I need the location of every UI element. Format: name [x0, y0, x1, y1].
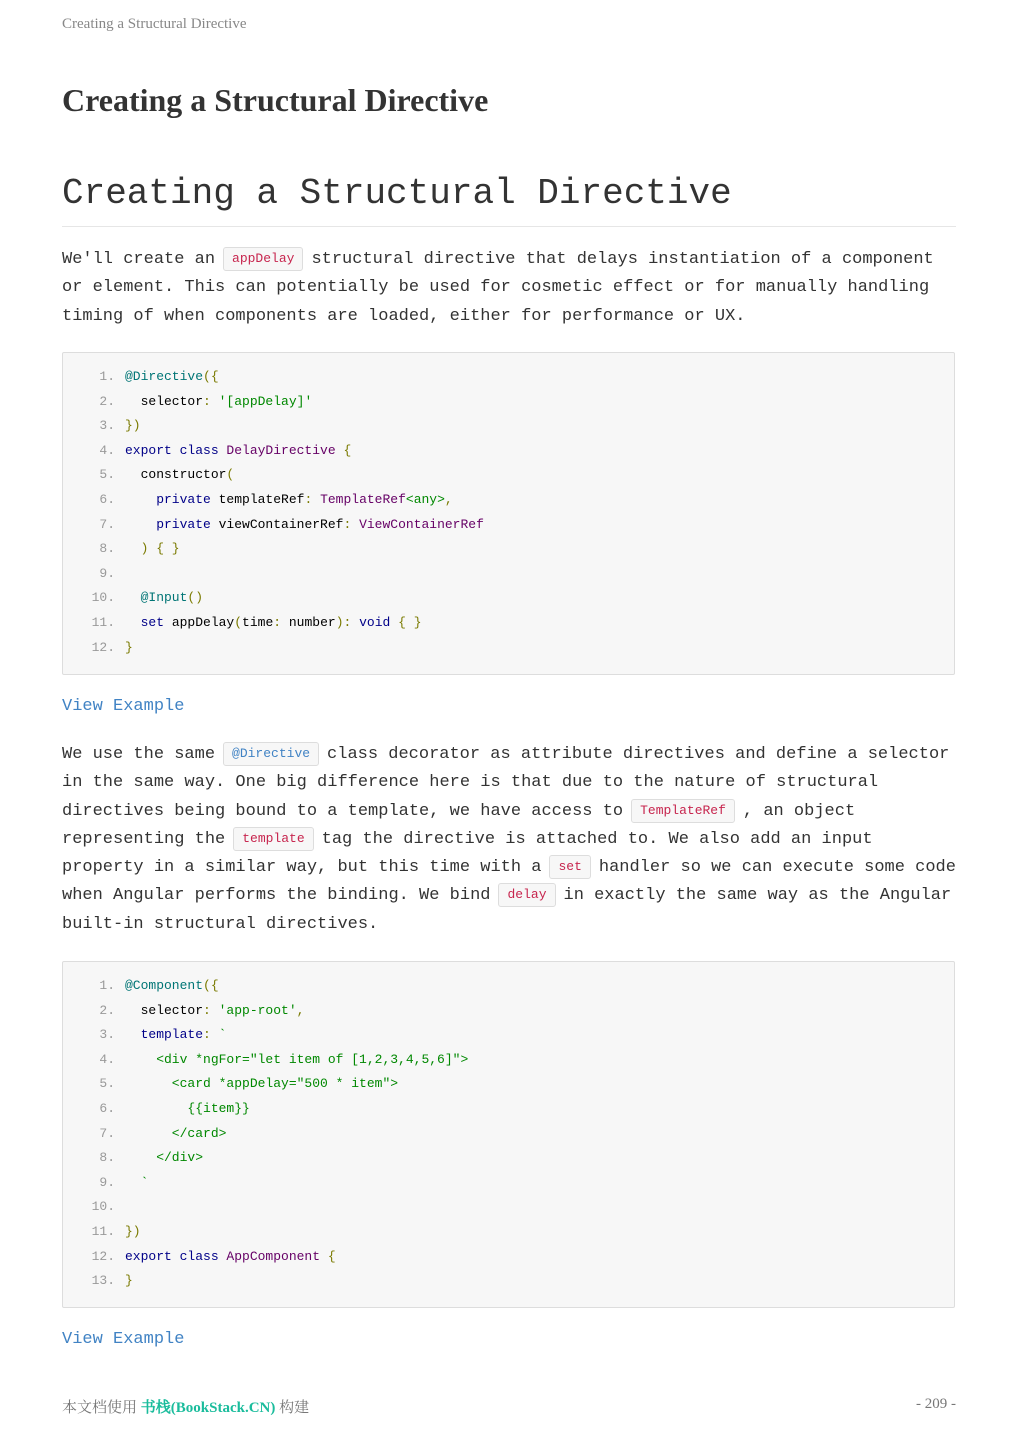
- code-block-delay-directive: [62, 352, 955, 675]
- line-number: 4.: [99, 442, 115, 458]
- code-token: (: [226, 467, 235, 483]
- code-token: <div *ngFor="let item of [1,2,3,4,5,6]">: [125, 1051, 469, 1067]
- code-lines: [63, 974, 954, 1294]
- code-token: void: [359, 614, 391, 630]
- line-number: 3.: [99, 418, 115, 434]
- code-token: private: [125, 516, 219, 532]
- line-number: 8.: [99, 1150, 115, 1166]
- code-line: [63, 537, 954, 562]
- code-line: [63, 611, 954, 636]
- code-line: [63, 1097, 954, 1122]
- code-line: [63, 390, 954, 415]
- code-token: { }: [390, 614, 422, 630]
- line-number: 5.: [99, 1076, 115, 1092]
- code-token: :: [203, 393, 219, 409]
- chapter-title: Creating a Structural Directive: [62, 82, 489, 118]
- line-number: 9.: [99, 565, 115, 581]
- code-token: :: [273, 614, 289, 630]
- line-number: 10.: [91, 1199, 115, 1215]
- line-number: 4.: [99, 1051, 115, 1067]
- code-token: ) { }: [125, 541, 180, 557]
- code-block-app-component: [62, 961, 955, 1308]
- code-token: :: [203, 1027, 219, 1043]
- line-number: 7.: [99, 1125, 115, 1141]
- line-number: 2.: [99, 1002, 115, 1018]
- line-number: 12.: [91, 639, 115, 655]
- code-token: constructor: [125, 467, 227, 483]
- code-token: <any>: [405, 491, 445, 507]
- explanation-text-3: , an object representing the: [62, 801, 856, 849]
- code-token: :: [304, 491, 321, 507]
- code-token: :: [343, 516, 360, 532]
- code-line: [63, 636, 954, 661]
- code-line: [63, 1122, 954, 1147]
- code-token: @Input: [125, 590, 188, 606]
- code-token: ):: [335, 614, 360, 630]
- line-number: 1.: [99, 369, 115, 384]
- view-example-link-1[interactable]: View Example: [62, 697, 185, 716]
- explanation-text-4: tag the directive is attached to. We also add an input property in a similar way, but this time with a: [62, 829, 873, 878]
- code-line: [63, 439, 954, 464]
- code-line: [63, 974, 954, 999]
- code-token: templateRef: [218, 491, 305, 507]
- code-token: {{item}}: [125, 1100, 250, 1116]
- code-line: [63, 586, 954, 611]
- code-line: [63, 1171, 954, 1196]
- code-token: {: [320, 1248, 336, 1264]
- line-number: 7.: [99, 516, 115, 532]
- code-token: </card>: [125, 1125, 227, 1141]
- code-line: [63, 562, 954, 587]
- line-number: 1.: [99, 978, 115, 993]
- code-token: ({: [203, 978, 219, 993]
- line-number: 12.: [91, 1248, 115, 1264]
- code-line: [63, 414, 954, 439]
- code-token: DelayDirective: [226, 442, 336, 458]
- code-token: selector: [125, 393, 204, 409]
- code-token: ,: [444, 491, 453, 507]
- code-token: ({: [203, 369, 219, 384]
- line-number: 9.: [99, 1174, 115, 1190]
- code-line: [63, 463, 954, 488]
- code-token: }: [125, 1273, 133, 1289]
- code-line: [63, 1146, 954, 1171]
- footer-suffix: 构建: [275, 1400, 310, 1416]
- code-token: selector: [125, 1002, 204, 1018]
- section-title: Creating a Structural Directive: [62, 170, 956, 227]
- line-number: 6.: [99, 1100, 115, 1116]
- line-number: 6.: [99, 491, 115, 507]
- code-token: number: [288, 614, 336, 630]
- code-lines: [63, 365, 954, 660]
- code-line: [63, 1195, 954, 1220]
- view-example-link-2[interactable]: View Example: [62, 1330, 185, 1349]
- footer-credit: [62, 1396, 309, 1417]
- line-number: 11.: [91, 614, 115, 630]
- intro-paragraph: [62, 246, 962, 331]
- footer-brand-link[interactable]: 书栈(BookStack.CN): [140, 1400, 276, 1416]
- code-line: [63, 1072, 954, 1097]
- code-token: export class: [125, 442, 227, 458]
- code-line: [63, 1220, 954, 1245]
- code-token: }): [125, 418, 141, 434]
- line-number: 11.: [91, 1223, 115, 1239]
- inline-code-template: template: [233, 827, 313, 851]
- code-token: '[appDelay]': [218, 393, 313, 409]
- inline-code-templateref: TemplateRef: [631, 799, 735, 823]
- code-line: [63, 1023, 954, 1048]
- code-token: appDelay: [171, 614, 235, 630]
- inline-code-appdelay: appDelay: [223, 247, 303, 271]
- code-line: [63, 1269, 954, 1294]
- code-token: set: [125, 614, 172, 630]
- explanation-text-1: We use the same: [62, 745, 216, 764]
- inline-code-directive: @Directive: [223, 742, 319, 766]
- code-token: ViewContainerRef: [359, 516, 484, 532]
- code-token: TemplateRef: [320, 491, 406, 507]
- footer-prefix: 本文档使用: [62, 1400, 141, 1416]
- explanation-text-6: in exactly the same way as the Angular built-in structural directives.: [62, 886, 952, 934]
- intro-text-1: We'll create an: [62, 250, 216, 269]
- line-number: 2.: [99, 393, 115, 409]
- running-header-title: Creating a Structural Directive: [62, 16, 247, 32]
- code-token: }): [125, 1223, 141, 1239]
- code-token: </div>: [125, 1150, 204, 1166]
- code-token: `: [125, 1174, 149, 1190]
- line-number: 8.: [99, 541, 115, 557]
- code-token: {: [335, 442, 352, 458]
- code-token: }: [125, 639, 133, 655]
- code-token: @Component: [125, 978, 204, 993]
- code-line: [63, 1245, 954, 1270]
- code-token: AppComponent: [226, 1248, 321, 1264]
- code-token: export class: [125, 1248, 227, 1264]
- code-token: (: [234, 614, 243, 630]
- code-token: `: [218, 1027, 227, 1043]
- code-token: template: [125, 1027, 204, 1043]
- inline-code-set: set: [549, 855, 590, 879]
- page-number: - 209 -: [916, 1396, 956, 1412]
- code-token: viewContainerRef: [218, 516, 344, 532]
- explanation-text-5: handler so we can execute some code when Angular performs the binding. We bind: [62, 858, 956, 906]
- code-line: [63, 513, 954, 538]
- line-number: 5.: [99, 467, 115, 483]
- explanation-text-2: class decorator as attribute directives and define a selector in the same way. One big difference here is that due to the nature of structural directives being bound to a template, we have access to: [62, 745, 950, 821]
- code-line: [63, 999, 954, 1024]
- code-token: :: [203, 1002, 219, 1018]
- inline-code-delay: delay: [498, 883, 555, 907]
- line-number: 13.: [91, 1273, 115, 1289]
- code-token: <card *appDelay="500 * item">: [125, 1076, 399, 1092]
- code-token: private: [125, 491, 219, 507]
- code-token: @Directive: [125, 369, 204, 384]
- line-number: 3.: [99, 1027, 115, 1043]
- code-line: [63, 365, 954, 390]
- code-token: time: [242, 614, 274, 630]
- intro-text-2: structural directive that delays instantiation of a component or element. This can potentially be used for cosmetic effect or for manually handling timing of when components are loaded, either for performance or UX.: [62, 250, 934, 326]
- code-token: 'app-root': [218, 1002, 297, 1018]
- code-token: (): [187, 590, 204, 606]
- code-line: [63, 488, 954, 513]
- code-line: [63, 1048, 954, 1073]
- line-number: 10.: [91, 590, 115, 606]
- code-token: ,: [296, 1002, 305, 1018]
- explanation-paragraph: [62, 741, 962, 939]
